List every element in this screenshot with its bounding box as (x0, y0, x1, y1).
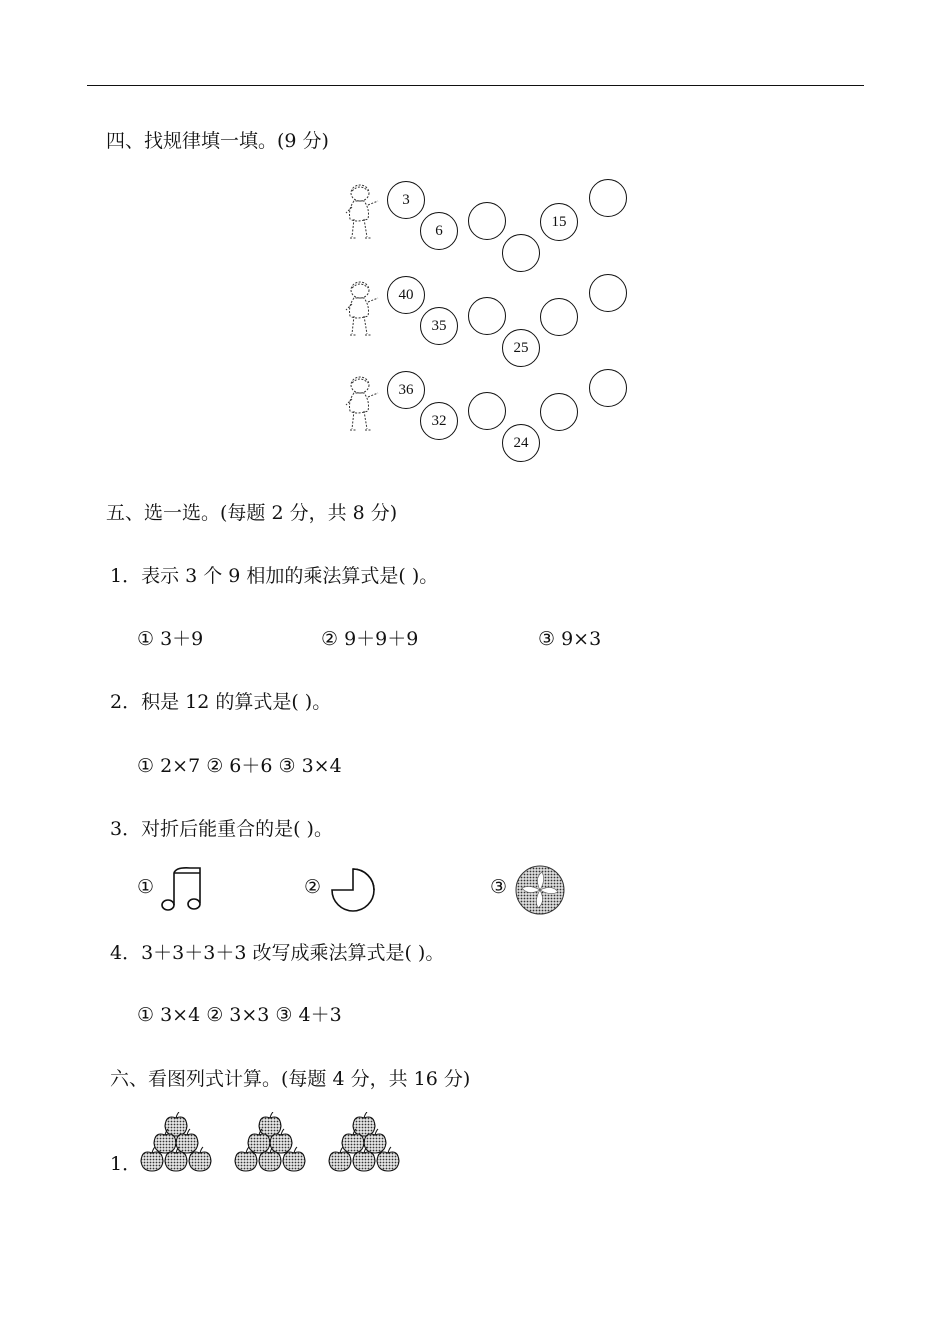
q4-text: 4．3＋3＋3＋3 改写成乘法算式是( )。 (110, 942, 445, 964)
pattern-blank-circle[interactable] (589, 274, 627, 312)
pattern-circle: 36 (387, 371, 425, 409)
q3-text: 3．对折后能重合的是( )。 (110, 818, 333, 840)
q3-option-2-label[interactable]: ② (304, 876, 322, 898)
section5-title: 五、选一选。(每题 2 分，共 8 分) (106, 502, 398, 524)
pattern-circle: 25 (502, 329, 540, 367)
music-note-icon (160, 863, 210, 915)
q3-option-1-label[interactable]: ① (137, 876, 155, 898)
child-figure-1 (340, 183, 382, 243)
pattern-blank-circle[interactable] (502, 234, 540, 272)
pattern-blank-circle[interactable] (468, 297, 506, 335)
q2-options[interactable]: ① 2×7 ② 6＋6 ③ 3×4 (137, 755, 342, 777)
child-figure-3 (340, 375, 382, 435)
pattern-circle: 32 (420, 402, 458, 440)
apple-pyramids-image (138, 1112, 408, 1176)
section6-title: 六、看图列式计算。(每题 4 分，共 16 分) (110, 1068, 471, 1090)
q1-option-2[interactable]: ② 9＋9＋9 (321, 628, 419, 650)
s6-q1-number: 1． (110, 1153, 142, 1175)
pattern-circle: 15 (540, 203, 578, 241)
q3-option-3-label[interactable]: ③ (490, 876, 508, 898)
pattern-blank-circle[interactable] (468, 202, 506, 240)
pattern-circle: 6 (420, 212, 458, 250)
pacman-shape-icon (328, 865, 378, 915)
pattern-circle: 40 (387, 276, 425, 314)
q1-text: 1．表示 3 个 9 相加的乘法算式是( )。 (110, 565, 439, 587)
section4-title: 四、找规律填一填。(9 分) (106, 130, 329, 152)
pattern-blank-circle[interactable] (589, 179, 627, 217)
pattern-circle: 3 (387, 181, 425, 219)
q2-text: 2．积是 12 的算式是( )。 (110, 691, 332, 713)
q1-option-1[interactable]: ① 3＋9 (137, 628, 204, 650)
pattern-blank-circle[interactable] (540, 298, 578, 336)
pattern-blank-circle[interactable] (468, 392, 506, 430)
pattern-circle: 24 (502, 424, 540, 462)
pattern-blank-circle[interactable] (589, 369, 627, 407)
q1-option-3[interactable]: ③ 9×3 (538, 628, 602, 650)
pattern-circle: 35 (420, 307, 458, 345)
child-figure-2 (340, 280, 382, 340)
q4-options[interactable]: ① 3×4 ② 3×3 ③ 4＋3 (137, 1004, 342, 1026)
header-rule (87, 85, 864, 86)
pattern-blank-circle[interactable] (540, 393, 578, 431)
pinwheel-icon (514, 864, 566, 916)
